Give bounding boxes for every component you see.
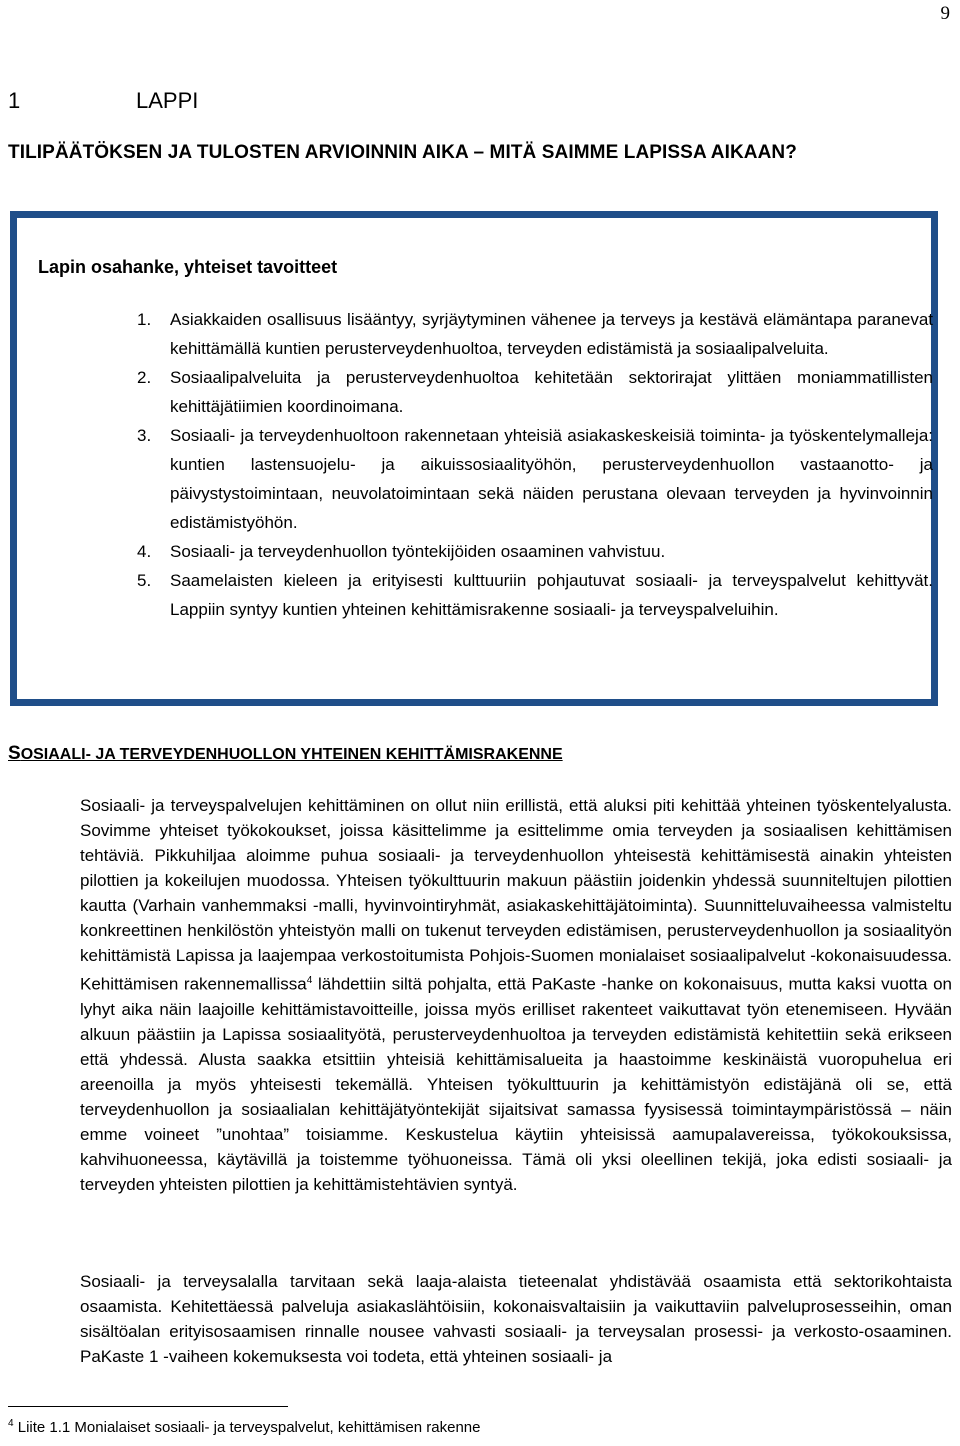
- chapter-heading: [8, 88, 198, 114]
- footnote-divider: [8, 1406, 288, 1407]
- goal-text: Asiakkaiden osallisuus lisääntyy, syrjäytyminen vähenee ja terveys ja kestävä elämäntapa paranevat kehittämällä kuntien perusterveydenhuoltoa, terveyden edistämistä ja sosiaalipalveluita.: [170, 310, 933, 358]
- footnote: [8, 1418, 480, 1436]
- footnote-marker: 4: [8, 1418, 14, 1429]
- chapter-subtitle: TILIPÄÄTÖKSEN JA TULOSTEN ARVIOINNIN AIKA – MITÄ SAIMME LAPISSA AIKAAN?: [8, 142, 797, 163]
- goal-text: Sosiaalipalveluita ja perusterveydenhuoltoa kehitetään sektorirajat ylittäen moniammatillisten kehittäjätiimien koordinoimana.: [170, 368, 933, 416]
- goals-box-title: Lapin osahanke, yhteiset tavoitteet: [38, 257, 338, 277]
- goal-item: [137, 566, 933, 624]
- goal-marker: 2.: [137, 368, 152, 387]
- page-number: 9: [940, 3, 950, 24]
- paragraph-text: lähdettiin siltä pohjalta, että PaKaste -hanke on kokonaisuus, mutta kaksi vuotta on lyhyt aika näin laajoille kehittämistavoitteille, joissa myös erilliset rakenteet vaikuttavat työn etenemiseen. Hyvään alkuun päästiin ja Lapissa sosiaalityötä, perusterveydenhuoltoa ja terveyden edistämistä kehitettiin sekä erikseen että yhdessä. Alusta saakka etsittiin yhteisiä kehittämisalueita ja haastoimme keskinäistä vuoropuhelua eri areenoilla ja myös yhteisesti tekemällä. Yhteisen työkulttuurin ja kehittämistyön edistäjänä oli se, että terveydenhuollon ja sosiaalialan kehittäjätyöntekijät sijaitsivat samassa fyysisessä toimintaympäristössä – näin emme voineet ”unohtaa” toisiamme. Keskustelua käytiin yhteisissä aamupalavereissa, työkokouksissa, kahvihuoneessa, käytävillä ja toistemme työhuoneissa. Tämä oli yksi oleellinen tekijä, joka edisti sosiaali- ja terveyden yhteisten pilottien ja kehittämistehtävien syntyä.: [80, 974, 953, 1194]
- goal-text: Saamelaisten kieleen ja erityisesti kulttuuriin pohjautuvat sosiaali- ja terveyspalvelut kehittyvät. Lappiin syntyy kuntien yhteinen kehittämisrakenne sosiaali- ja terveyspalveluihin.: [170, 571, 933, 619]
- body-paragraph-1: [80, 793, 952, 1197]
- chapter-title: LAPPI: [136, 88, 199, 113]
- section-heading-rest: OSIAALI- JA TERVEYDENHUOLLON YHTEINEN KEHITTÄMISRAKENNE: [20, 746, 563, 763]
- goal-marker: 4.: [137, 542, 152, 561]
- goals-list: [137, 305, 933, 624]
- goal-text: Sosiaali- ja terveydenhuollon työntekijöiden osaaminen vahvistuu.: [170, 542, 666, 561]
- goal-item: [137, 305, 933, 363]
- goal-item: [137, 363, 933, 421]
- goal-marker: 3.: [137, 426, 152, 445]
- footnote-reference[interactable]: 4: [306, 975, 313, 986]
- goals-box: [10, 211, 938, 706]
- goal-text: Sosiaali- ja terveydenhuoltoon rakennetaan yhteisiä asiakaskeskeisiä toiminta- ja työskentelymalleja: kuntien lastensuojelu- ja aikuissosiaalityöhön, perusterveydenhuollon vastaanotto- ja päivystystoimintaan, neuvolatoimintaan sekä näiden perustana olevaan terveyden ja hyvinvoinnin edistämistyöhön.: [170, 426, 933, 532]
- goal-marker: 1.: [137, 310, 152, 329]
- footnote-text: Liite 1.1 Monialaiset sosiaali- ja terveyspalvelut, kehittämisen rakenne: [13, 1419, 481, 1436]
- chapter-number: 1: [8, 88, 21, 113]
- body-paragraph-2: Sosiaali- ja terveysalalla tarvitaan sekä laaja-alaista tieteenalat yhdistävää osaamista että sektorikohtaista osaamista. Kehitettäessä palveluja asiakaslähtöisiin, kokonaisvaltaisiin ja vaikuttaviin palveluprosesseihin, oman sisältöalan erityisosaamisen rinnalle nousee vahvasti sosiaali- ja terveysalan prosessi- ja verkosto-osaaminen. PaKaste 1 -vaiheen kokemuksesta voi todeta, että yhteinen sosiaali- ja: [80, 1272, 952, 1366]
- goal-marker: 5.: [137, 571, 152, 590]
- goal-item: [137, 421, 933, 537]
- goal-item: [137, 537, 933, 566]
- paragraph-text: Sosiaali- ja terveyspalvelujen kehittäminen on ollut niin erillistä, että aluksi piti kehittää yhteinen työskentelyalusta. Sovimme yhteiset työkokoukset, joissa käsittelimme ja esittelimme omia terveyden ja sosiaalisen kehittämisen tehtäviä. Pikkuhiljaa aloimme puhua sosiaali- ja terveydenhuollon yhteisestä kehittämisestä ainakin yhteisten pilottien ja kokeilujen muodossa. Yhteisen työkulttuurin makuun päästiin joidenkin yhdessä suunniteltujen pilottien kautta (Varhain vanhemmaksi -malli, hyvinvointiryhmät, asiakaskehittäjätoiminta). Suunnitteluvaiheessa valmisteltu konkreettinen henkilöstön yhteistyön malli on tukenut terveyden edistämisen, perusterveydenhuollon ja sosiaalityön kehittämistä Lapissa ja laajempaa verkostoitumista Pohjois-Suomen monialaiset sosiaalipalvelut -kokonaisuudessa. Kehittämisen rakennemallissa: [80, 796, 952, 994]
- section-heading: [8, 743, 563, 765]
- section-heading-initial: S: [8, 743, 21, 764]
